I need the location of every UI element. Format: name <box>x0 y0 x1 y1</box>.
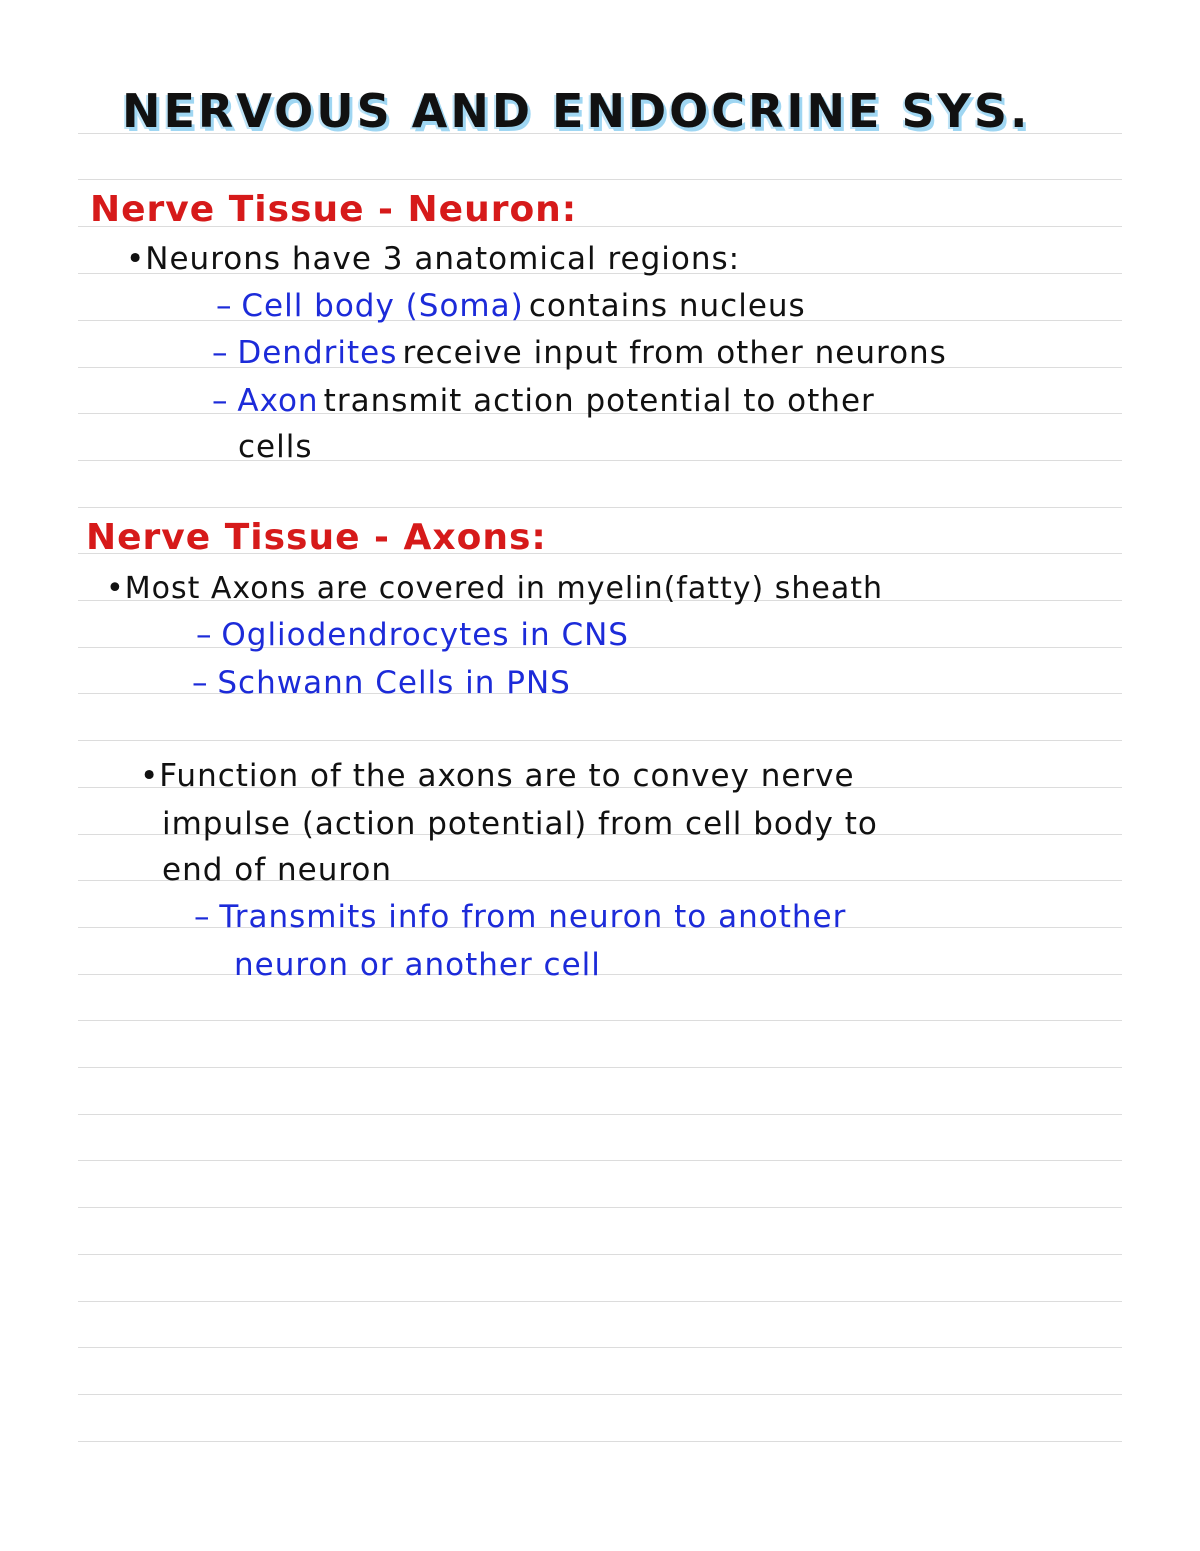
bullet-text: Function of the axons are to convey nerve <box>159 758 855 794</box>
list-item-cell-body <box>216 288 806 324</box>
term-oligodendrocytes: Ogliodendrocytes in CNS <box>221 617 629 653</box>
list-item-transmits <box>194 899 847 935</box>
desc-axon-continued: cells <box>238 429 313 465</box>
bullet-function-line2: impulse (action potential) from cell body to <box>162 806 878 842</box>
list-item-schwann <box>192 665 571 701</box>
ruled-line <box>78 179 1122 180</box>
bullet-text: Most Axons are covered in myelin(fatty) sheath <box>124 571 884 606</box>
dash-marker: – <box>192 665 218 701</box>
ruled-line <box>78 507 1122 508</box>
section-heading-axons: Nerve Tissue - Axons: <box>86 517 547 558</box>
ruled-line <box>78 1347 1122 1348</box>
bullet-dot: • <box>126 241 146 277</box>
term-transmits: Transmits info from neuron to another <box>219 899 847 935</box>
term-transmits-continued: neuron or another cell <box>234 947 601 983</box>
ruled-line <box>78 740 1122 741</box>
dash-marker: – <box>212 335 238 371</box>
ruled-line <box>78 1441 1122 1442</box>
desc-dendrites: receive input from other neurons <box>402 335 947 371</box>
dash-marker: – <box>194 899 220 935</box>
ruled-line <box>78 1207 1122 1208</box>
ruled-line <box>78 1114 1122 1115</box>
list-item-axon <box>212 383 875 419</box>
list-item-dendrites <box>212 335 947 371</box>
section-heading-neuron: Nerve Tissue - Neuron: <box>90 189 578 230</box>
dash-marker: – <box>196 617 222 653</box>
desc-axon: transmit action potential to other <box>323 383 875 419</box>
ruled-line <box>78 1301 1122 1302</box>
list-item-oligodendrocytes <box>196 617 629 653</box>
ruled-line <box>78 1067 1122 1068</box>
bullet-text: Neurons have 3 anatomical regions: <box>145 241 741 277</box>
term-cell-body: Cell body (Soma) <box>241 288 524 324</box>
ruled-line <box>78 460 1122 461</box>
dash-marker: – <box>212 383 238 419</box>
bullet-neuron-regions <box>126 241 741 277</box>
bullet-function <box>140 758 855 794</box>
page-title: NERVOUS AND ENDOCRINE SYS. <box>122 84 1031 138</box>
term-axon: Axon <box>237 383 319 419</box>
bullet-function-line3: end of neuron <box>162 852 393 888</box>
term-dendrites: Dendrites <box>237 335 398 371</box>
desc-cell-body: contains nucleus <box>528 288 806 324</box>
bullet-dot: • <box>106 571 125 606</box>
ruled-line <box>78 1254 1122 1255</box>
term-schwann: Schwann Cells in PNS <box>217 665 571 701</box>
dash-marker: – <box>216 288 242 324</box>
ruled-line <box>78 1020 1122 1021</box>
bullet-dot: • <box>140 758 160 794</box>
ruled-line <box>78 1160 1122 1161</box>
ruled-line <box>78 1394 1122 1395</box>
bullet-myelin <box>106 571 884 606</box>
